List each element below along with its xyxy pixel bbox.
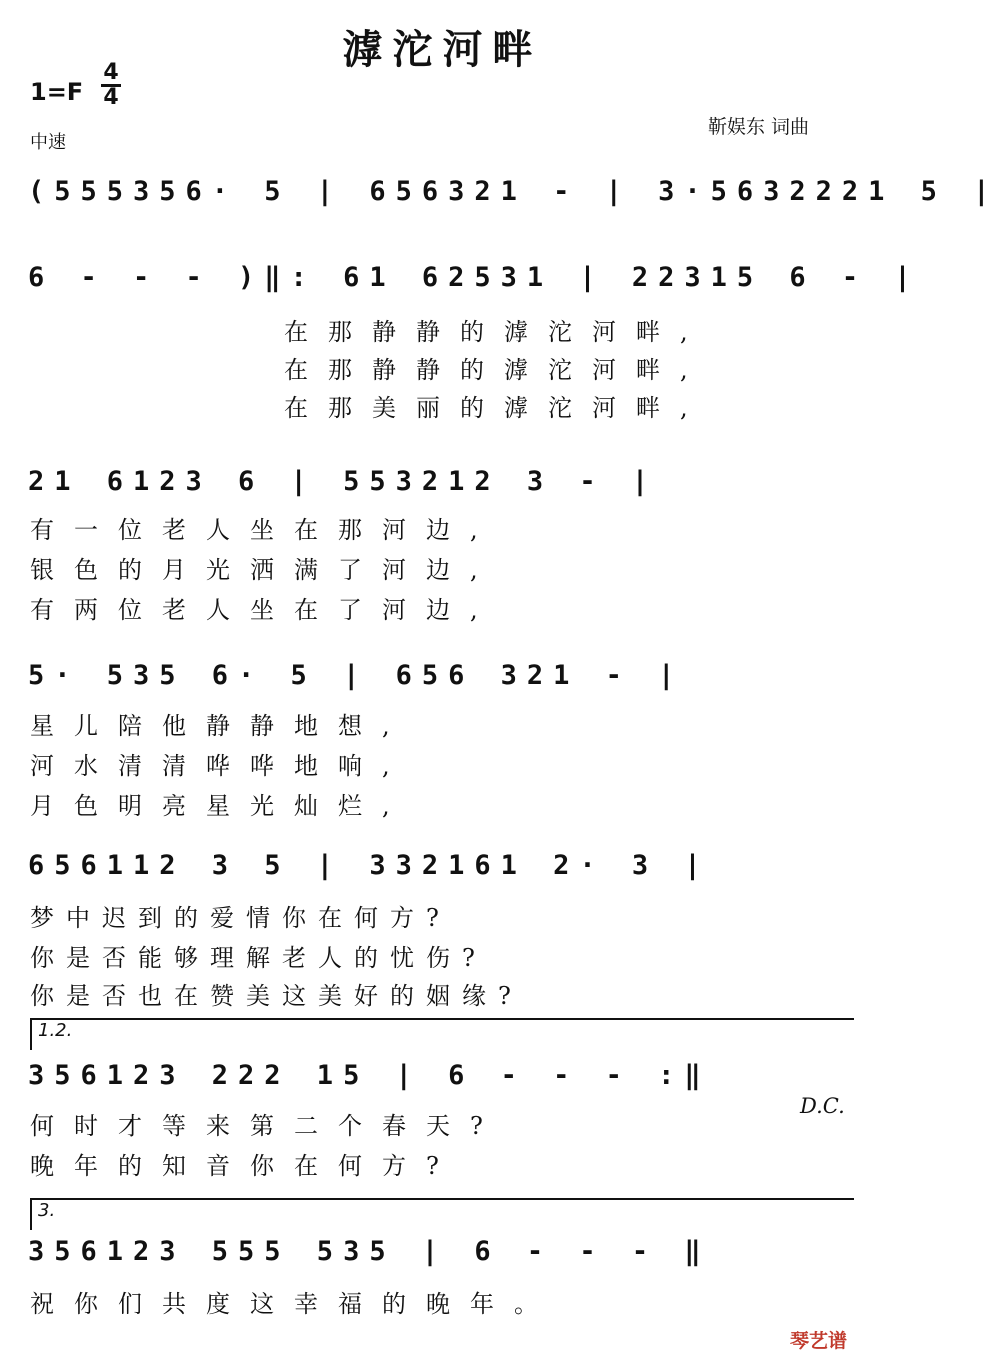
lyric-r1-v1: 在那静静的滹沱河畔, [284,318,708,346]
lyric-r5-v1: 何时才等来第二个春天? [30,1112,503,1140]
lyric-r3-v3: 月色明亮星光灿烂, [30,792,410,820]
notes-row-0: (555356· 5 | 656321 - | 3·5632221 5 | [28,176,999,207]
lyric-r6-v1: 祝你们共度这幸福的晚年。 [30,1290,558,1318]
time-bottom: 4 [103,85,119,110]
time-signature [100,62,122,109]
lyric-r5-v2: 晚年的知音你在何方? [30,1152,459,1180]
staff-row-3 [28,660,858,710]
lyric-r2-v2: 银色的月光洒满了河边, [30,556,498,584]
time-top: 4 [103,60,119,85]
notes-row-2: 21 6123 6 | 553212 3 - | [28,466,659,497]
staff-row-5 [28,1060,858,1110]
volta-2 [30,1198,854,1230]
lyric-r2-v3: 有两位老人坐在了河边, [30,596,498,624]
site-logo: 琴艺谱 [790,1330,848,1352]
notes-row-6: 356123 555 535 | 6 - - - ‖ [28,1236,711,1267]
volta-2-label: 3. [38,1200,56,1221]
staff-row-0 [28,176,999,226]
tempo-marking: 中速 [30,132,66,153]
lyric-r4-v2: 你是否能够理解老人的忧伤? [30,944,487,972]
notes-row-1: 6 - - - )‖: 61 62531 | 22315 6 - | [28,262,921,293]
notes-row-5: 356123 222 15 | 6 - - - :‖ [28,1060,711,1091]
volta-1 [30,1018,854,1050]
lyric-r2-v1: 有一位老人坐在那河边, [30,516,498,544]
composer-credit: 靳娱东 词曲 [708,116,810,138]
lyric-r4-v1: 梦中迟到的爱情你在何方? [30,904,451,932]
lyric-r3-v2: 河水清清哗哗地响, [30,752,410,780]
dc-marking: D.C. [800,1094,845,1118]
notes-row-3: 5· 535 6· 5 | 656 321 - | [28,660,685,691]
song-title: 滹沱河畔 [342,27,543,73]
lyric-r4-v3: 你是否也在赞美这美好的姻缘? [30,982,523,1010]
notes-row-4: 656112 3 5 | 332161 2· 3 | [28,850,711,881]
volta-1-label: 1.2. [38,1020,73,1041]
staff-row-1 [28,262,921,312]
key-signature: 1=F [30,78,84,106]
staff-row-6 [28,1236,858,1286]
lyric-r1-v2: 在那静静的滹沱河畔, [284,356,708,384]
staff-row-2 [28,466,858,516]
staff-row-4 [28,850,858,900]
lyric-r1-v3: 在那美丽的滹沱河畔, [284,394,708,422]
lyric-r3-v1: 星儿陪他静静地想, [30,712,410,740]
